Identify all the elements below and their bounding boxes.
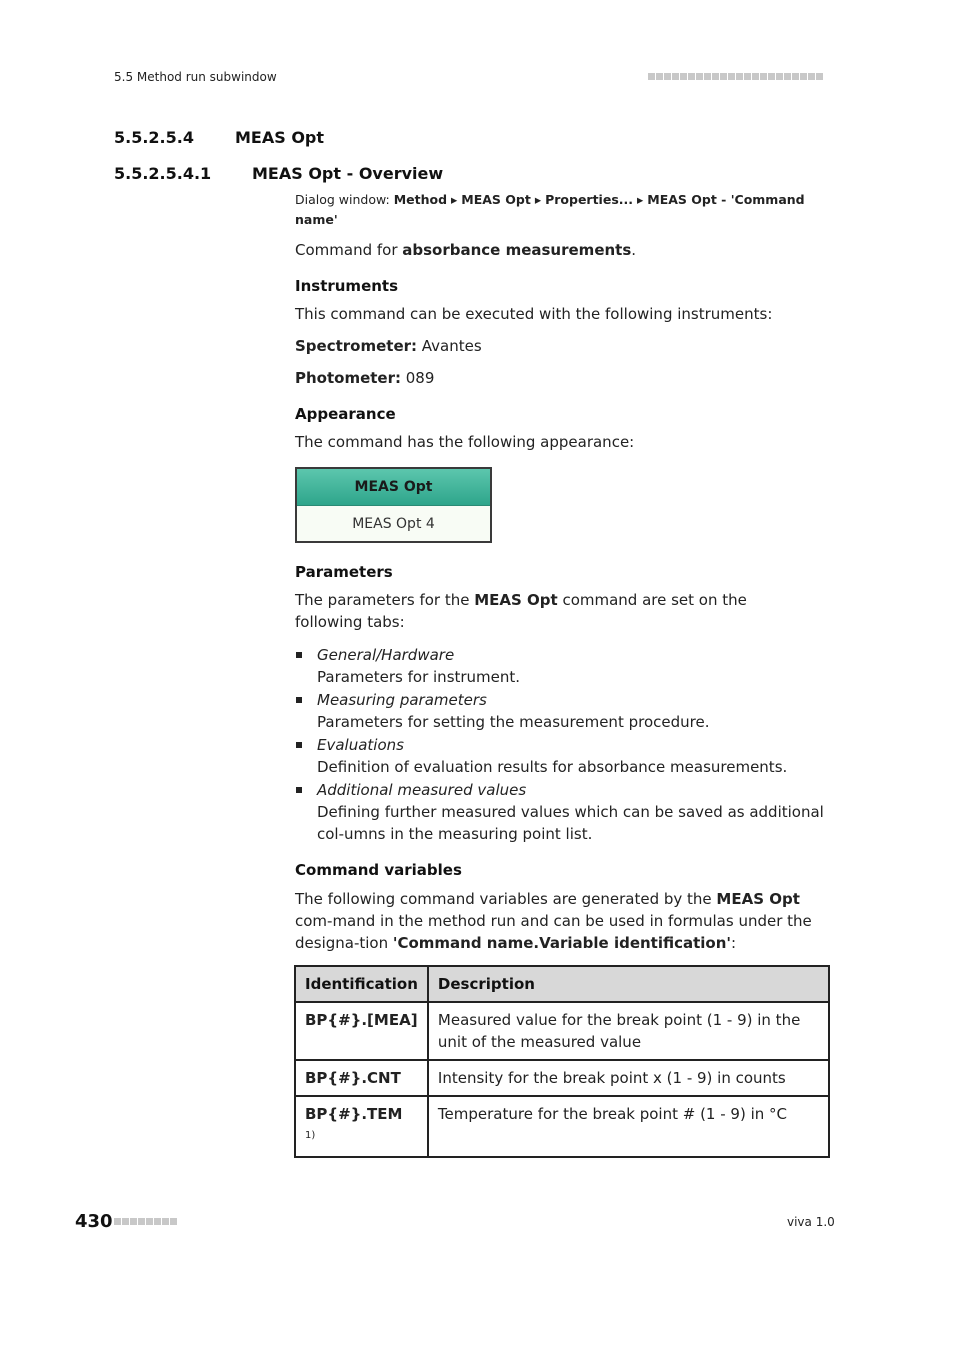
tab-description: Defining further measured values which can be saved as additional col-umns in the measuring point list. — [317, 803, 824, 843]
tab-name: General/Hardware — [317, 646, 455, 664]
command-name: MEAS Opt 4 — [352, 515, 435, 532]
bullet-icon — [296, 652, 302, 658]
variable-description: Temperature for the break point # (1 - 9) in °C — [428, 1096, 829, 1157]
photometer-value: 089 — [401, 369, 435, 387]
variables-heading: Command variables — [295, 861, 462, 879]
variables-pre: The following command variables are generated by the — [295, 890, 717, 908]
section-number: 5.5.2.5.4 — [114, 128, 194, 147]
section-heading — [114, 128, 324, 147]
intro-bold: absorbance measurements — [402, 241, 632, 259]
variable-id — [295, 1096, 428, 1157]
intro-pre: Command for — [295, 241, 403, 259]
dialog-path-step: Method — [393, 192, 448, 207]
intro-post: . — [631, 241, 637, 259]
spectrometer-label: Spectrometer: — [295, 337, 418, 355]
subsection-heading — [114, 164, 443, 183]
table-row — [295, 1060, 829, 1096]
variable-id-text: BP{#}.[MEA] — [305, 1011, 418, 1029]
product-name: viva 1.0 — [787, 1215, 835, 1229]
list-item — [295, 644, 835, 688]
dialog-path-step: MEAS Opt — [461, 192, 531, 207]
list-item — [295, 734, 835, 778]
table-row — [295, 1096, 829, 1157]
parameter-tabs-list — [295, 644, 835, 846]
column-header-description: Description — [428, 966, 829, 1002]
dialog-path — [295, 190, 815, 230]
list-item — [295, 779, 835, 845]
subsection-number: 5.5.2.5.4.1 — [114, 164, 212, 183]
header-decoration — [648, 73, 823, 80]
variables-post: : — [731, 934, 737, 952]
tab-name: Measuring parameters — [317, 691, 487, 709]
variables-designation: 'Command name.Variable identification' — [392, 934, 732, 952]
dialog-path-step: Properties... — [545, 192, 634, 207]
variable-id — [295, 1002, 428, 1060]
running-header: 5.5 Method run subwindow — [114, 70, 277, 84]
variables-bold: MEAS Opt — [716, 890, 800, 908]
bullet-icon — [296, 742, 302, 748]
tab-description: Parameters for setting the measurement procedure. — [317, 713, 710, 731]
parameters-post: command are set on the following tabs: — [295, 591, 747, 631]
tab-description: Definition of evaluation results for absorbance measurements. — [317, 758, 788, 776]
bullet-icon — [296, 697, 302, 703]
appearance-text: The command has the following appearance: — [295, 433, 635, 451]
dialog-path-prefix: Dialog window: — [295, 192, 394, 207]
path-separator: ▸ — [633, 192, 648, 207]
variables-mid: com-mand in the method run and can be used in formulas under the designa-tion — [295, 912, 812, 952]
path-separator: ▸ — [447, 192, 462, 207]
parameters-pre: The parameters for the — [295, 591, 475, 609]
parameters-heading: Parameters — [295, 563, 393, 581]
command-appearance-box — [295, 467, 492, 543]
table-row — [295, 1002, 829, 1060]
variable-id-text: BP{#}.CNT — [305, 1069, 401, 1087]
table-header-row — [295, 966, 829, 1002]
tab-description: Parameters for instrument. — [317, 668, 521, 686]
tab-name: Evaluations — [317, 736, 404, 754]
spectrometer-line — [295, 335, 835, 357]
bullet-icon — [296, 787, 302, 793]
intro-text — [295, 239, 835, 261]
variable-description: Intensity for the break point x (1 - 9) in counts — [428, 1060, 829, 1096]
footnote-marker: 1) — [305, 1130, 316, 1141]
path-separator: ▸ — [530, 192, 546, 207]
variable-description: Measured value for the break point (1 - 9) in the unit of the measured value — [428, 1002, 829, 1060]
parameters-text — [295, 589, 815, 633]
instruments-heading: Instruments — [295, 277, 399, 295]
section-title: MEAS Opt — [235, 128, 325, 147]
parameters-bold: MEAS Opt — [474, 591, 558, 609]
footer-decoration — [114, 1218, 177, 1225]
variables-text — [295, 888, 825, 954]
photometer-label: Photometer: — [295, 369, 401, 387]
appearance-heading: Appearance — [295, 405, 396, 423]
page-number: 430 — [75, 1211, 113, 1232]
instruments-text: This command can be executed with the following instruments: — [295, 305, 773, 323]
subsection-title: MEAS Opt - Overview — [252, 164, 444, 183]
command-title: MEAS Opt — [297, 469, 490, 506]
column-header-identification: Identification — [295, 966, 428, 1002]
photometer-line — [295, 367, 835, 389]
variable-id — [295, 1060, 428, 1096]
tab-name: Additional measured values — [317, 781, 527, 799]
list-item — [295, 689, 835, 733]
spectrometer-value: Avantes — [417, 337, 482, 355]
variables-table — [294, 965, 830, 1158]
dialog-path-step: MEAS Opt - 'Command name' — [295, 192, 805, 227]
variable-id-text: BP{#}.TEM — [305, 1105, 403, 1123]
